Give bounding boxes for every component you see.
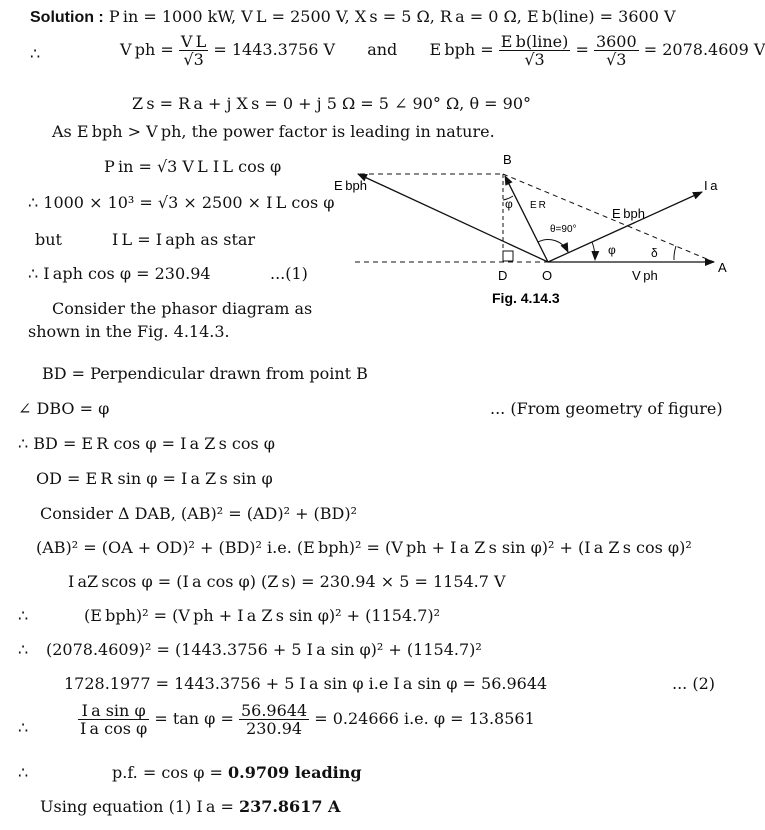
root3-denominator-2: √3 bbox=[524, 50, 545, 69]
therefore-symbol-4: ∴ bbox=[18, 718, 29, 737]
therefore-symbol-5: ∴ bbox=[18, 763, 29, 782]
vph-result: = 1443.3756 V bbox=[213, 40, 336, 59]
phasor-diagram bbox=[330, 148, 734, 308]
point-d-label: D bbox=[498, 268, 508, 283]
point-a-label: A bbox=[718, 260, 727, 275]
ebph-result: = 2078.4609 V bbox=[643, 40, 765, 59]
point-o-label: O bbox=[542, 268, 553, 283]
vph-label-fig: V ph bbox=[632, 268, 658, 283]
pin-equation: P in = √3 V L I L cos φ bbox=[104, 157, 282, 176]
vph-label: V ph = bbox=[120, 40, 174, 59]
pf-line bbox=[112, 763, 362, 783]
right-angle-mark bbox=[503, 251, 513, 261]
ia-result-value: 237.8617 A bbox=[238, 797, 341, 816]
point-b-label: B bbox=[503, 152, 512, 167]
ia-sin-equation: 1728.1977 = 1443.3756 + 5 I a sin φ i.e I a sin φ = 56.9644 bbox=[64, 674, 548, 693]
ia-result-line bbox=[40, 797, 340, 817]
vl-numerator: V L bbox=[180, 32, 207, 51]
ebph-right-label: E bph bbox=[612, 206, 645, 221]
given-values: P in = 1000 kW, V L = 2500 V, X s = 5 Ω, R a = 0 Ω, E b(line) = 3600 V bbox=[108, 7, 676, 26]
phi-label-top: φ bbox=[505, 197, 513, 211]
ia-cos-denominator: I a cos φ bbox=[80, 719, 148, 738]
ebph-left-label: E bph bbox=[334, 178, 367, 193]
ebph-squared: (E bph)² = (V ph + I a Z s sin φ)² + (1154.7)² bbox=[84, 606, 441, 625]
phi-arc-bottom bbox=[592, 242, 595, 260]
vl-over-root3 bbox=[179, 33, 208, 68]
delta-arc bbox=[674, 246, 676, 260]
ratio-numerator: 56.9644 bbox=[240, 701, 308, 720]
root3-denominator-1: √3 bbox=[183, 50, 204, 69]
ebline-over-root3 bbox=[499, 33, 571, 68]
geometry-ref: ... (From geometry of figure) bbox=[490, 399, 723, 418]
equation-2-ref: ... (2) bbox=[672, 674, 716, 693]
ebph-label: E bph = bbox=[429, 40, 494, 59]
er-label: E R bbox=[530, 200, 546, 211]
numeric-squared: (2078.4609)² = (1443.3756 + 5 I a sin φ)² + (1154.7)² bbox=[46, 640, 482, 659]
equation-1: ∴ I aph cos φ = 230.94 bbox=[28, 264, 211, 283]
delta-label: δ bbox=[651, 246, 658, 260]
ia-result-label: Using equation (1) I a = bbox=[40, 797, 239, 816]
ebph-left-vector bbox=[358, 174, 548, 262]
ab-expansion: (AB)² = (OA + OD)² + (BD)² i.e. (E bph)² = (V ph + I a Z s sin φ)² + (I a Z s cos φ)² bbox=[36, 538, 692, 557]
zs-equation: Z s = R a + j X s = 0 + j 5 Ω = 5 ∠ 90° Ω, θ = 90° bbox=[132, 94, 532, 113]
iazscos-equation: I aZ scos φ = (I a cos φ) (Z s) = 230.94 × 5 = 1154.7 V bbox=[68, 572, 506, 591]
ia-sin-over-ia-cos bbox=[78, 702, 149, 737]
phi-label-bottom: φ bbox=[608, 243, 616, 257]
angle-dbo: ∠ DBO = φ bbox=[18, 399, 110, 418]
numeric-ratio bbox=[239, 702, 309, 737]
ebline-numerator: E b(line) bbox=[500, 32, 569, 51]
triangle-dab: Consider Δ DAB, (AB)² = (AD)² + (BD)² bbox=[40, 504, 358, 523]
equals-sign: = bbox=[575, 40, 589, 59]
figure-caption: Fig. 4.14.3 bbox=[492, 290, 560, 306]
tan-phi-mid: = tan φ = bbox=[154, 709, 234, 728]
root3-denominator-3: √3 bbox=[606, 50, 627, 69]
phasor-intro-2: shown in the Fig. 4.14.3. bbox=[28, 322, 230, 341]
bd-equation: ∴ BD = E R cos φ = I a Z s cos φ bbox=[18, 434, 275, 453]
od-equation: OD = E R sin φ = I a Z s sin φ bbox=[36, 469, 273, 488]
phasor-intro-1: Consider the phasor diagram as bbox=[52, 299, 313, 318]
ia-label: I a bbox=[704, 178, 718, 193]
therefore-symbol-3: ∴ bbox=[18, 640, 29, 659]
therefore-symbol-1: ∴ bbox=[30, 44, 41, 63]
tan-phi-result: = 0.24666 i.e. φ = 13.8561 bbox=[314, 709, 535, 728]
theta-label: θ=90° bbox=[550, 224, 577, 235]
er-vector bbox=[505, 176, 548, 262]
bd-definition: BD = Perpendicular drawn from point B bbox=[42, 364, 368, 383]
star-relation: I L = I aph as star bbox=[112, 230, 256, 249]
but-word: but bbox=[35, 230, 62, 249]
solution-line bbox=[30, 7, 676, 28]
3600-over-root3 bbox=[594, 33, 639, 68]
pf-label: p.f. = cos φ = bbox=[112, 763, 223, 782]
leading-statement: As E bph > V ph, the power factor is leading in nature. bbox=[52, 122, 495, 141]
pf-value: 0.9709 leading bbox=[228, 763, 362, 782]
vph-ebph-equation bbox=[120, 33, 765, 68]
and-word: and bbox=[367, 40, 398, 59]
power-substitution: ∴ 1000 × 10³ = √3 × 2500 × I L cos φ bbox=[28, 193, 335, 212]
tan-phi-equation bbox=[78, 702, 535, 737]
equation-1-ref: ...(1) bbox=[270, 264, 308, 283]
ia-sin-numerator: I a sin φ bbox=[78, 702, 149, 720]
ratio-denominator: 230.94 bbox=[246, 719, 303, 738]
3600-numerator: 3600 bbox=[595, 32, 637, 51]
therefore-symbol-2: ∴ bbox=[18, 606, 29, 625]
solution-label: Solution : bbox=[30, 9, 104, 26]
